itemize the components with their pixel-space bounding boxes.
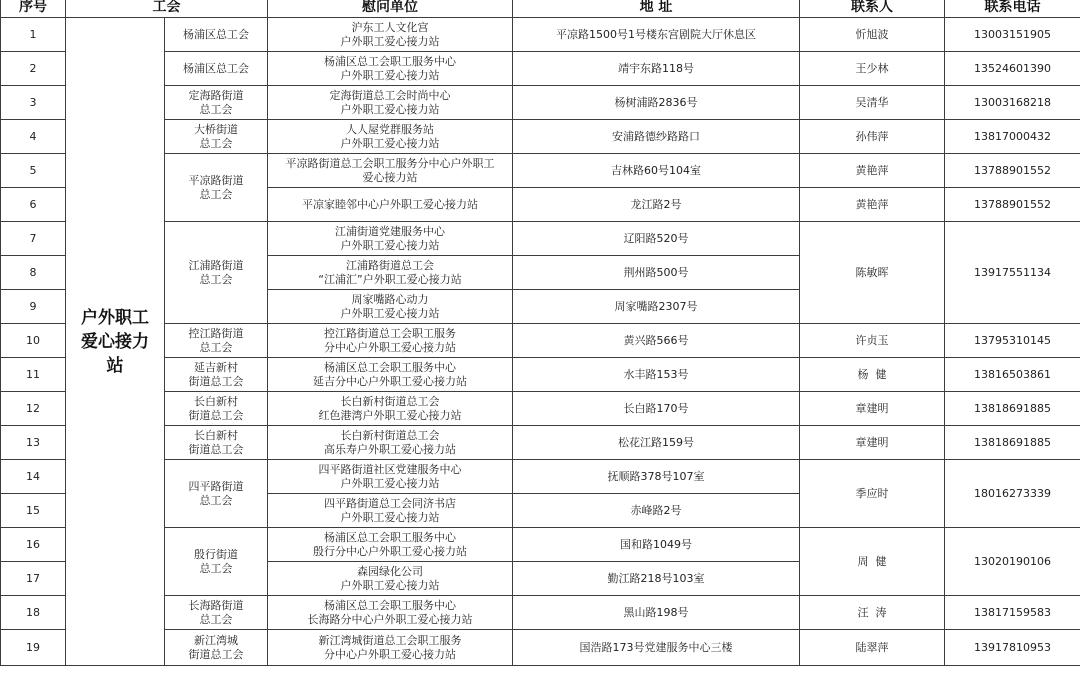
address-cell: 松花江路159号 [513,426,800,460]
union-cell: 定海路街道 总工会 [165,86,268,120]
seq-cell: 3 [1,86,66,120]
union-type-cell: 户外职工 爱心接力 站 [66,18,165,666]
address-cell: 安浦路德纱路路口 [513,120,800,154]
address-cell: 黑山路198号 [513,596,800,630]
contact-cell: 黄艳萍 [800,188,945,222]
unit-cell: 定海街道总工会时尚中心 户外职工爱心接力站 [268,86,513,120]
contact-cell: 忻旭波 [800,18,945,52]
unit-cell: 江浦路街道总工会 “江浦汇”户外职工爱心接力站 [268,256,513,290]
phone-cell: 13818691885 [945,426,1080,460]
seq-cell: 9 [1,290,66,324]
union-cell: 长海路街道 总工会 [165,596,268,630]
address-cell: 荆州路500号 [513,256,800,290]
contact-cell: 章建明 [800,426,945,460]
seq-cell: 18 [1,596,66,630]
unit-cell: 杨浦区总工会职工服务中心 延吉分中心户外职工爱心接力站 [268,358,513,392]
phone-cell: 13917551134 [945,222,1080,324]
address-cell: 水丰路153号 [513,358,800,392]
seq-cell: 10 [1,324,66,358]
union-cell: 新江湾城 街道总工会 [165,630,268,666]
contact-cell: 黄艳萍 [800,154,945,188]
unit-cell: 沪东工人文化宫 户外职工爱心接力站 [268,18,513,52]
address-cell: 抚顺路378号107室 [513,460,800,494]
contact-cell: 季应时 [800,460,945,528]
contact-cell: 陆翠萍 [800,630,945,666]
address-cell: 龙江路2号 [513,188,800,222]
union-cell: 长白新村 街道总工会 [165,392,268,426]
contact-cell: 章建明 [800,392,945,426]
phone-cell: 13524601390 [945,52,1080,86]
header-phone: 联系电话 [945,0,1080,18]
unit-cell: 杨浦区总工会职工服务中心 殷行分中心户外职工爱心接力站 [268,528,513,562]
unit-cell: 平凉路街道总工会职工服务分中心户外职工 爱心接力站 [268,154,513,188]
address-cell: 杨树浦路2836号 [513,86,800,120]
phone-cell: 13003168218 [945,86,1080,120]
contact-cell: 陈敏晖 [800,222,945,324]
phone-cell: 13817159583 [945,596,1080,630]
address-cell: 国浩路173号党建服务中心三楼 [513,630,800,666]
address-cell: 赤峰路2号 [513,494,800,528]
table-header-row [1,0,1080,18]
union-cell: 平凉路街道 总工会 [165,154,268,222]
phone-cell: 13003151905 [945,18,1080,52]
address-cell: 周家嘴路2307号 [513,290,800,324]
union-cell: 杨浦区总工会 [165,52,268,86]
address-cell: 吉林路60号104室 [513,154,800,188]
phone-cell: 13788901552 [945,154,1080,188]
union-cell: 江浦路街道 总工会 [165,222,268,324]
unit-cell: 江浦街道党建服务中心 户外职工爱心接力站 [268,222,513,256]
unit-cell: 四平路街道社区党建服务中心 户外职工爱心接力站 [268,460,513,494]
phone-cell: 13795310145 [945,324,1080,358]
seq-cell: 1 [1,18,66,52]
unit-cell: 平凉家睦邻中心户外职工爱心接力站 [268,188,513,222]
contact-cell: 汪 涛 [800,596,945,630]
header-address: 地 址 [513,0,800,18]
phone-cell: 13020190106 [945,528,1080,596]
header-seq: 序号 [1,0,66,18]
phone-cell: 13788901552 [945,188,1080,222]
contact-cell: 孙伟萍 [800,120,945,154]
union-cell: 长白新村 街道总工会 [165,426,268,460]
address-cell: 辽阳路520号 [513,222,800,256]
phone-cell: 13917810953 [945,630,1080,666]
unit-cell: 长白新村街道总工会 高乐寿户外职工爱心接力站 [268,426,513,460]
seq-cell: 19 [1,630,66,666]
address-cell: 黄兴路566号 [513,324,800,358]
union-cell: 杨浦区总工会 [165,18,268,52]
unit-cell: 杨浦区总工会职工服务中心 长海路分中心户外职工爱心接力站 [268,596,513,630]
union-cell: 四平路街道 总工会 [165,460,268,528]
phone-cell: 18016273339 [945,460,1080,528]
unit-cell: 控江路街道总工会职工服务 分中心户外职工爱心接力站 [268,324,513,358]
unit-cell: 杨浦区总工会职工服务中心 户外职工爱心接力站 [268,52,513,86]
seq-cell: 4 [1,120,66,154]
contact-cell: 吴清华 [800,86,945,120]
address-cell: 长白路170号 [513,392,800,426]
seq-cell: 8 [1,256,66,290]
phone-cell: 13817000432 [945,120,1080,154]
seq-cell: 6 [1,188,66,222]
seq-cell: 15 [1,494,66,528]
phone-cell: 13818691885 [945,392,1080,426]
unit-cell: 人人屋党群服务站 户外职工爱心接力站 [268,120,513,154]
unit-cell: 新江湾城街道总工会职工服务 分中心户外职工爱心接力站 [268,630,513,666]
seq-cell: 12 [1,392,66,426]
seq-cell: 5 [1,154,66,188]
header-unit: 慰问单位 [268,0,513,18]
header-contact: 联系人 [800,0,945,18]
seq-cell: 14 [1,460,66,494]
address-cell: 勤江路218号103室 [513,562,800,596]
seq-cell: 11 [1,358,66,392]
seq-cell: 13 [1,426,66,460]
phone-cell: 13816503861 [945,358,1080,392]
address-cell: 平凉路1500号1号楼东宫剧院大厅休息区 [513,18,800,52]
unit-cell: 长白新村街道总工会 红色港湾户外职工爱心接力站 [268,392,513,426]
unit-cell: 周家嘴路心动力 户外职工爱心接力站 [268,290,513,324]
union-cell: 控江路街道 总工会 [165,324,268,358]
seq-cell: 2 [1,52,66,86]
contact-cell: 王少林 [800,52,945,86]
union-cell: 延吉新村 街道总工会 [165,358,268,392]
unit-cell: 森园绿化公司 户外职工爱心接力站 [268,562,513,596]
address-cell: 国和路1049号 [513,528,800,562]
table-row [1,18,1080,52]
header-union: 工会 [66,0,268,18]
address-cell: 靖宇东路118号 [513,52,800,86]
seq-cell: 17 [1,562,66,596]
contact-cell: 周 健 [800,528,945,596]
contact-cell: 杨 健 [800,358,945,392]
union-cell: 大桥街道 总工会 [165,120,268,154]
contact-cell: 许贞玉 [800,324,945,358]
union-cell: 殷行街道 总工会 [165,528,268,596]
seq-cell: 16 [1,528,66,562]
unit-cell: 四平路街道总工会同济书店 户外职工爱心接力站 [268,494,513,528]
seq-cell: 7 [1,222,66,256]
